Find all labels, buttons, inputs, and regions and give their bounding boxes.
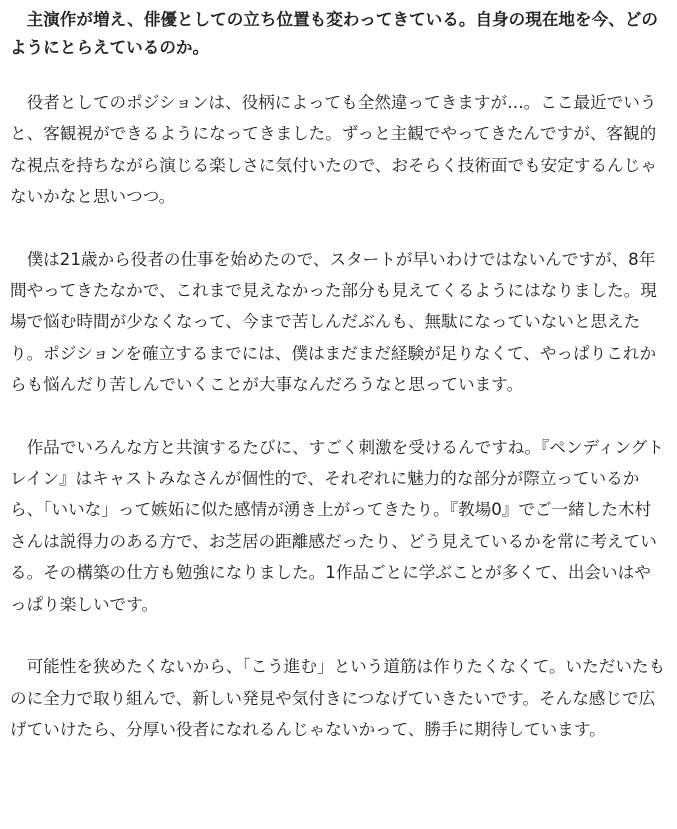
interview-question: 主演作が増え、俳優としての立ち位置も変わってきている。自身の現在地を今、どのようにとらえているのか。 xyxy=(10,10,658,57)
answer-paragraph-2: 僕は21歳から役者の仕事を始めたので、スタートが早いわけではないんですが、8年間やってきたなかで、これまで見えなかった部分も見えてくるようにはなりました。現場で悩む時間が少なくなって、今まで苦しんだぶんも、無駄になっていないと思えたり。ポジションを確立するまでには、僕はまだまだ経験が足りなくて、やっぱりこれからも悩んだり苦しんでいくことが大事なんだろうなと思っています。 xyxy=(10,249,657,395)
answer-paragraph-1: 役者としてのポジションは、役柄によっても全然違ってきますが…。ここ最近でいうと、客観視ができるようになってきました。ずっと主観でやってきたんですが、客観的な視点を持ちながら演じる楽しさに気付いたので、おそらく技術面でも安定するんじゃないかなと思いつつ。 xyxy=(10,93,657,207)
answer-paragraph-4: 可能性を狭めたくないから、「こう進む」という道筋は作りたくなくて。いただいたものに全力で取り組んで、新しい発見や気付きにつなげていきたいです。そんな感じで広げていけたら、分厚い役者になれるんじゃないかって、勝手に期待しています。 xyxy=(10,657,666,739)
answer-paragraph-3: 作品でいろんな方と共演するたびに、すごく刺激を受けるんですね。『ペンディングトレイン』はキャストみなさんが個性的で、それぞれに魅力的な部分が際立っているから、「いいな」って嫉妬に似た感情が湧き上がってきたり。『教場0』でご一緒した木村さんは説得力のある方で、お芝居の距離感だったり、どう見えているかを常に考えている。その構築の仕方も勉強になりました。1作品ごとに学ぶことが多くて、出会いはやっぱり楽しいです。 xyxy=(10,437,664,614)
